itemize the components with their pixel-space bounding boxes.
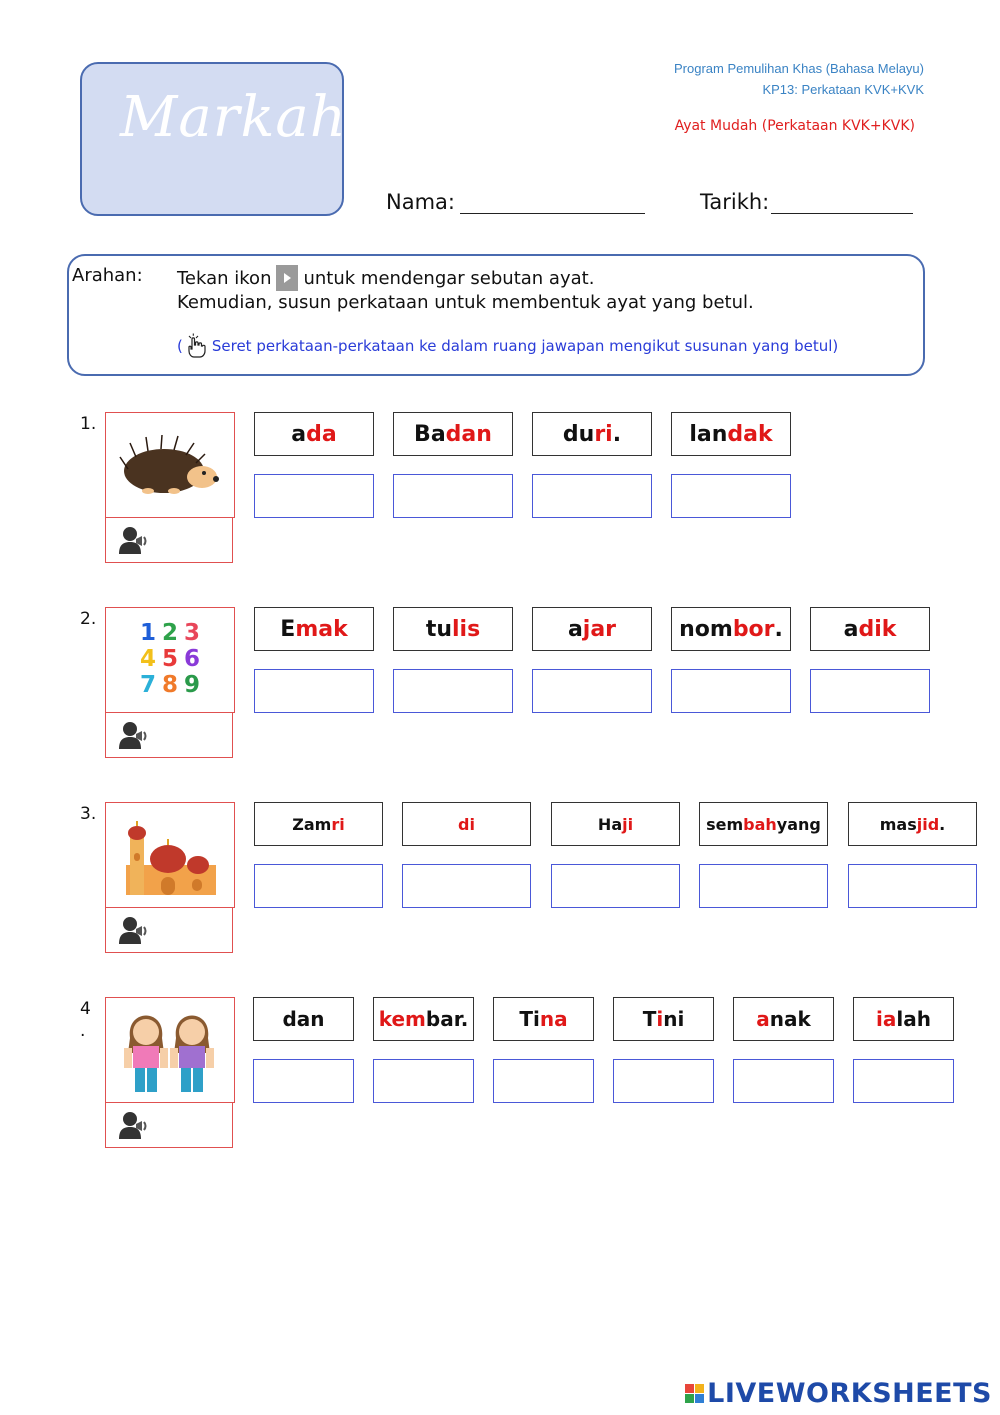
word-syllable: . (774, 616, 783, 642)
word-syllable: di (458, 814, 475, 834)
word-syllable: T (642, 1007, 657, 1031)
hedgehog-picture (106, 413, 234, 517)
number-digit: 2 (162, 620, 179, 646)
speaker-icon (118, 525, 150, 555)
question-image-twins (105, 997, 235, 1103)
answer-drop-box[interactable] (810, 669, 930, 713)
word-syllable: ia (876, 1007, 897, 1031)
answer-drop-box[interactable] (254, 864, 383, 908)
answer-drop-box[interactable] (253, 1059, 354, 1103)
word-syllable: ri (331, 814, 345, 834)
word-syllable: dan (445, 421, 492, 447)
word-syllable: ri (594, 421, 613, 447)
liveworksheets-brand: LIVEWORKSHEETS (707, 1378, 992, 1409)
word-syllable: lan (689, 421, 728, 447)
speaker-icon (118, 915, 150, 945)
word-syllable: E (280, 616, 296, 642)
word-syllable: ni (663, 1007, 685, 1031)
question-number: 3. (80, 804, 97, 824)
word-tile[interactable] (532, 412, 652, 456)
twins-picture (106, 998, 234, 1102)
word-syllable: Ha (597, 814, 623, 834)
word-syllable: . (612, 421, 622, 447)
date-field[interactable] (771, 213, 913, 214)
answer-drop-box[interactable] (671, 474, 791, 518)
answer-drop-box[interactable] (393, 669, 513, 713)
numbers-grid (140, 620, 234, 698)
word-syllable: yang (776, 814, 821, 834)
word-syllable: a (291, 421, 307, 447)
question-number: 1. (80, 414, 97, 434)
word-tile[interactable] (254, 607, 374, 651)
word-tile[interactable] (671, 607, 791, 651)
word-syllable: a (756, 1007, 770, 1031)
word-syllable: nom (679, 616, 733, 642)
word-syllable: tu (425, 616, 452, 642)
word-tile[interactable] (848, 802, 977, 846)
audio-play-button[interactable] (105, 1103, 233, 1148)
answer-drop-box[interactable] (493, 1059, 594, 1103)
word-tile[interactable] (393, 412, 513, 456)
speaker-icon (118, 720, 150, 750)
word-syllable: dik (858, 616, 897, 642)
word-syllable: lis (452, 616, 481, 642)
answer-drop-box[interactable] (848, 864, 977, 908)
number-digit: 1 (140, 620, 157, 646)
number-digit: 4 (140, 646, 157, 672)
answer-drop-box[interactable] (254, 474, 374, 518)
word-syllable: Zam (292, 814, 332, 834)
word-syllable: Ba (414, 421, 446, 447)
word-tile[interactable] (699, 802, 828, 846)
word-syllable: mas (879, 814, 917, 834)
word-syllable: . (939, 814, 946, 834)
program-title: Program Pemulihan Khas (Bahasa Melayu) (673, 61, 924, 76)
number-digit: 9 (184, 672, 201, 698)
question-number: 2. (80, 609, 97, 629)
answer-drop-box[interactable] (853, 1059, 954, 1103)
word-tile[interactable] (853, 997, 954, 1041)
word-tile[interactable] (613, 997, 714, 1041)
word-tile[interactable] (671, 412, 791, 456)
word-tile[interactable] (493, 997, 594, 1041)
instruction-drag-text: Seret perkataan-perkataan ke dalam ruang jawapan mengikut susunan yang betul) (211, 337, 839, 355)
answer-drop-box[interactable] (671, 669, 791, 713)
word-tile[interactable] (402, 802, 531, 846)
word-tile[interactable] (733, 997, 834, 1041)
answer-drop-box[interactable] (402, 864, 531, 908)
instruction-paren: ( (177, 337, 183, 355)
word-tile[interactable] (254, 802, 383, 846)
word-syllable: bar. (425, 1007, 469, 1031)
instructions-label: Arahan: (72, 265, 143, 286)
answer-drop-box[interactable] (613, 1059, 714, 1103)
audio-play-button[interactable] (105, 518, 233, 563)
word-syllable: sem (706, 814, 744, 834)
speaker-icon (118, 1110, 150, 1140)
word-syllable: da (306, 421, 337, 447)
word-syllable: mak (295, 616, 348, 642)
word-syllable: jar (582, 616, 617, 642)
play-icon (276, 265, 298, 291)
word-syllable: i (656, 1007, 664, 1031)
answer-drop-box[interactable] (393, 474, 513, 518)
number-digit: 5 (162, 646, 179, 672)
date-label: Tarikh: (700, 190, 770, 214)
audio-play-button[interactable] (105, 908, 233, 953)
word-syllable: jid (916, 814, 940, 834)
word-syllable: kem (378, 1007, 426, 1031)
question-image-numbers (105, 607, 235, 713)
word-syllable: lah (896, 1007, 931, 1031)
instruction-text-before: Tekan ikon (177, 267, 272, 289)
liveworksheets-badge-icon (685, 1384, 704, 1403)
liveworksheets-logo (685, 1378, 992, 1409)
question-image-hedgehog (105, 412, 235, 518)
instruction-line-2: Kemudian, susun perkataan untuk membentuk ayat yang betul. (177, 292, 754, 313)
answer-drop-box[interactable] (254, 669, 374, 713)
number-digit: 7 (140, 672, 157, 698)
word-syllable: bor (732, 616, 775, 642)
question-image-mosque (105, 802, 235, 908)
name-field[interactable] (460, 213, 645, 214)
word-tile[interactable] (254, 412, 374, 456)
word-tile[interactable] (532, 607, 652, 651)
answer-drop-box[interactable] (733, 1059, 834, 1103)
word-syllable: ji (622, 814, 634, 834)
question-number: 4 . (80, 999, 91, 1041)
number-digit: 8 (162, 672, 179, 698)
word-tile[interactable] (393, 607, 513, 651)
number-digit: 6 (184, 646, 201, 672)
word-syllable: du (562, 421, 595, 447)
word-syllable: bah (743, 814, 777, 834)
number-digit: 3 (184, 620, 201, 646)
instruction-text-after: untuk mendengar sebutan ayat. (303, 267, 595, 289)
mosque-picture (106, 803, 234, 907)
word-syllable: Ti (519, 1007, 540, 1031)
word-tile[interactable] (373, 997, 474, 1041)
word-tile[interactable] (253, 997, 354, 1041)
answer-drop-box[interactable] (551, 864, 680, 908)
word-syllable: dan (282, 1007, 325, 1031)
word-syllable: dak (727, 421, 773, 447)
instruction-line-3 (177, 333, 838, 359)
word-tile[interactable] (551, 802, 680, 846)
word-syllable: nak (769, 1007, 811, 1031)
drag-hand-icon (185, 333, 209, 359)
word-syllable: a (843, 616, 859, 642)
answer-drop-box[interactable] (532, 669, 652, 713)
name-label: Nama: (386, 190, 455, 214)
kp-title: KP13: Perkataan KVK+KVK (762, 82, 924, 97)
answer-drop-box[interactable] (699, 864, 828, 908)
score-label: Markah (120, 85, 347, 150)
answer-drop-box[interactable] (373, 1059, 474, 1103)
answer-drop-box[interactable] (532, 474, 652, 518)
word-syllable: a (567, 616, 583, 642)
audio-play-button[interactable] (105, 713, 233, 758)
word-tile[interactable] (810, 607, 930, 651)
worksheet-title: Ayat Mudah (Perkataan KVK+KVK) (674, 118, 915, 134)
instruction-line-1 (177, 265, 594, 291)
word-syllable: na (539, 1007, 568, 1031)
